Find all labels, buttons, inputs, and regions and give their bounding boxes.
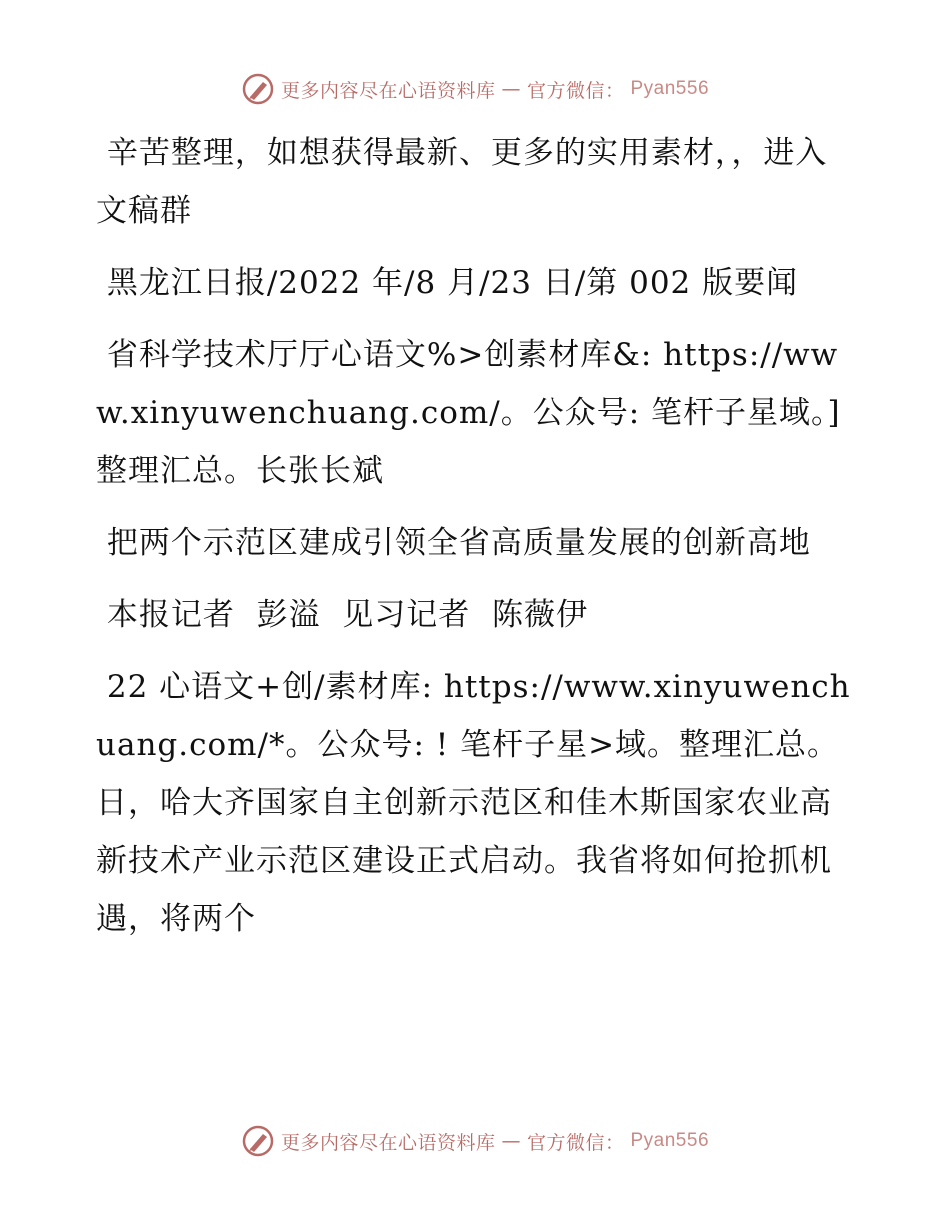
watermark-site-text: 更多内容尽在心语资料库 (280, 1131, 496, 1154)
byline: 本报记者 彭溢 见习记者 陈薇伊 (96, 597, 588, 633)
watermark-wechat-label: 官方微信： (526, 79, 625, 102)
source-line: 黑龙江日报/2022 年/8 月/23 日/第 002 版要闻 (96, 265, 799, 301)
article-title: 把两个示范区建成引领全省高质量发展的创新高地 (96, 525, 811, 561)
watermark-wechat-label: 官方微信： (526, 1131, 625, 1154)
document-body (96, 124, 856, 962)
pen-logo-icon (241, 72, 275, 106)
pen-logo-icon (241, 1124, 275, 1158)
author-paragraph: 省科学技术厅厅心语文%>创素材库&: https://www.xinyuwenchuang.com/。公众号: 笔杆子星域。]整理汇总。长张长斌 (96, 337, 841, 489)
header-watermark (0, 72, 950, 106)
watermark-separator: — (501, 1130, 521, 1152)
watermark-wechat-id: Pyan556 (630, 1130, 710, 1151)
intro-paragraph: 辛苦整理，如想获得最新、更多的实用素材，，进入文稿群 (96, 135, 828, 229)
watermark-wechat-id: Pyan556 (630, 78, 710, 99)
watermark-site-text: 更多内容尽在心语资料库 (280, 79, 496, 102)
footer-watermark (0, 1124, 950, 1158)
body-paragraph: 22 心语文+创/素材库: https://www.xinyuwenchuang.com/*。公众号: ! 笔杆子星>域。整理汇总。日，哈大齐国家自主创新示范区和佳木斯国家农业高新技术产业示范区建设正式启动。我省将如何抢抓机遇，将两个 (96, 669, 851, 937)
watermark-separator: — (501, 78, 521, 100)
